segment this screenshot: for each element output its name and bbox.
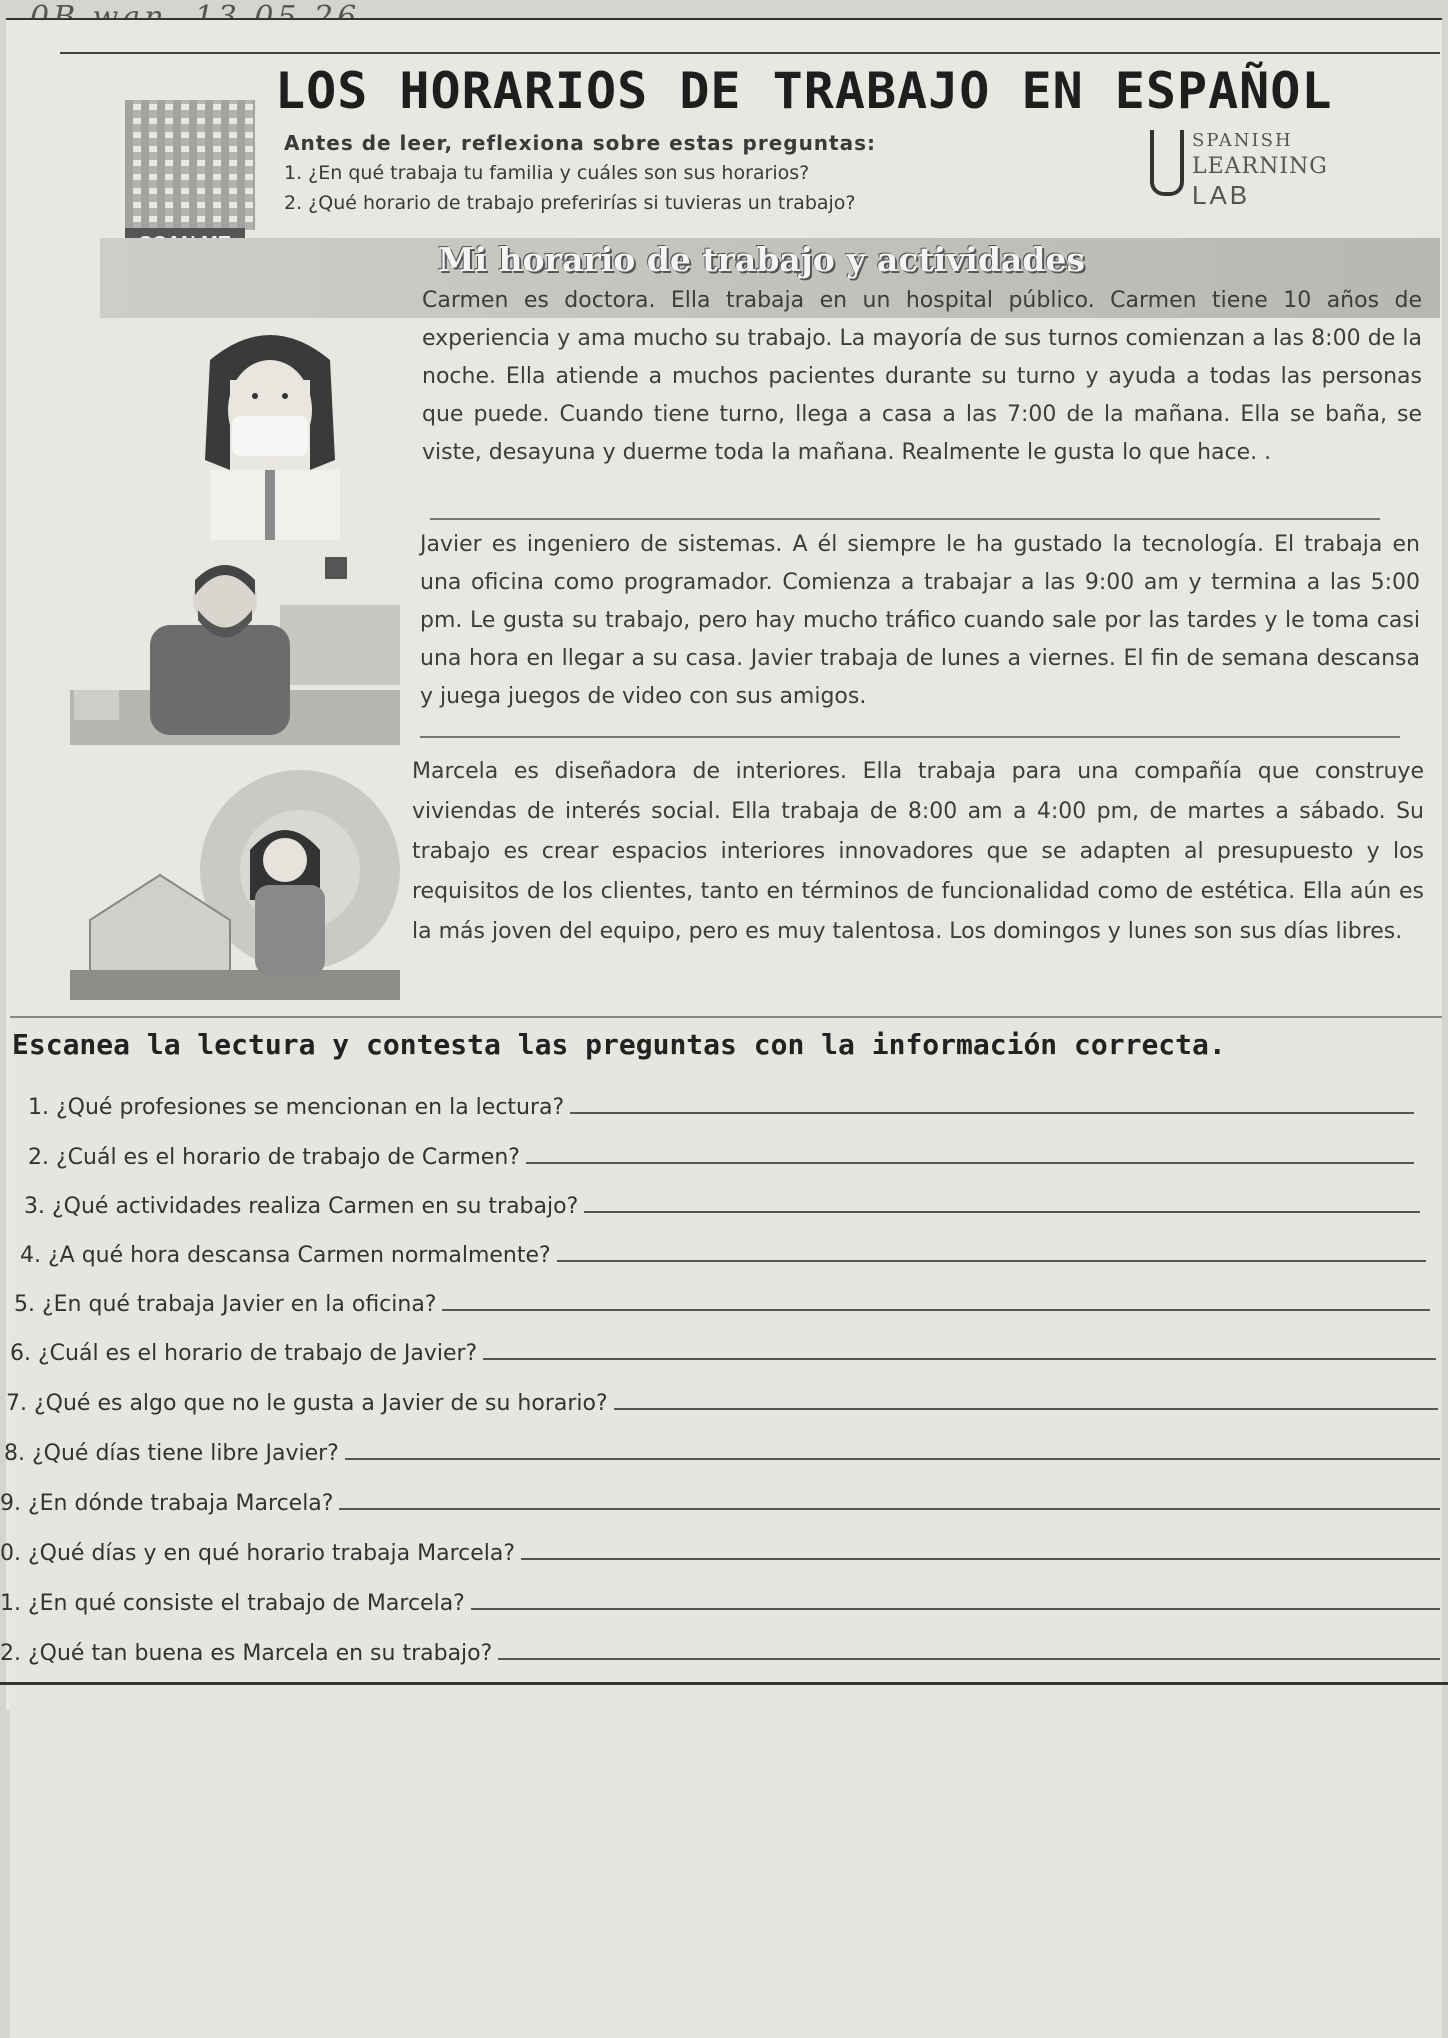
small-cube — [74, 690, 119, 720]
logo-mark-icon — [1150, 130, 1184, 196]
section-title: Mi horario de trabajo y actividades — [438, 240, 1085, 279]
doctor-tie — [265, 470, 275, 540]
eye-left — [252, 393, 258, 399]
qr-code-icon — [125, 100, 255, 230]
face-mask — [232, 416, 308, 456]
question-12: 2. ¿Qué tan buena es Marcela en su trabajo? — [0, 1626, 1444, 1666]
answer-line[interactable] — [570, 1112, 1414, 1114]
question-7: 7. ¿Qué es algo que no le gusta a Javier de su horario? — [0, 1376, 1442, 1416]
logo-line-2: LEARNING — [1192, 154, 1328, 179]
reading-divider-1 — [430, 518, 1380, 520]
question-9: 9. ¿En dónde trabaja Marcela? — [0, 1476, 1444, 1516]
designer-illustration — [70, 770, 400, 1000]
spanish-learning-lab-logo — [1150, 130, 1350, 230]
answer-line[interactable] — [526, 1162, 1414, 1164]
answer-line[interactable] — [557, 1260, 1426, 1262]
question-5: 5. ¿En qué trabaja Javier en la oficina? — [0, 1277, 1434, 1317]
eye-right — [282, 393, 288, 399]
answer-line[interactable] — [614, 1408, 1438, 1410]
answer-line[interactable] — [521, 1558, 1440, 1560]
header-divider — [60, 52, 1440, 54]
question-3: 3. ¿Qué actividades realiza Carmen en su trabajo? — [0, 1179, 1424, 1219]
question-11: 1. ¿En qué consiste el trabajo de Marcela? — [0, 1576, 1444, 1616]
pre-reading-question-2: 2. ¿Qué horario de trabajo preferirías si tuvieras un trabajo? — [284, 192, 856, 214]
screen-icon — [325, 557, 347, 579]
floor-band — [70, 970, 400, 1000]
answer-line[interactable] — [498, 1658, 1440, 1660]
reading-carmen: Carmen es doctora. Ella trabaja en un hospital público. Carmen tiene 10 años de experiencia y ama mucho su trabajo. La mayoría de sus turnos comienzan a las 8:00 de la noche. Ella atiende a muchos pacientes durante su turno y ayuda a todas las personas que puede. Cuando tiene turno, llega a casa a las 7:00 de la mañana. Ella se baña, se viste, desayuna y duerme toda la mañana. Realmente le gusta lo que hace. . — [422, 288, 1422, 465]
question-6: 6. ¿Cuál es el horario de trabajo de Javier? — [0, 1326, 1440, 1366]
answer-line[interactable] — [483, 1358, 1436, 1360]
question-4: 4. ¿A qué hora descansa Carmen normalmente? — [0, 1228, 1430, 1268]
pre-reading-questions — [284, 128, 876, 218]
question-2: 2. ¿Cuál es el horario de trabajo de Carmen? — [0, 1130, 1418, 1170]
reading-marcela: Marcela es diseñadora de interiores. Ella trabaja para una compañía que construye viviendas de interés social. Ella trabaja de 8:00 am a 4:00 pm, de martes a sábado. Su trabajo es crear espacios interiores innovadores que se adapten al presupuesto y los requisitos de los clientes, tanto en términos de funcionalidad como de estética. Ella aún es la más joven del equipo, pero es muy talentosa. Los domingos y lunes son sus días libres. — [412, 759, 1424, 944]
pre-reading-question-1: 1. ¿En qué trabaja tu familia y cuáles son sus horarios? — [284, 162, 810, 184]
reading-divider-2 — [420, 736, 1400, 738]
answer-line[interactable] — [584, 1211, 1420, 1213]
engineer-shirt — [150, 625, 290, 735]
doctor-illustration — [170, 320, 370, 540]
monitor — [280, 605, 400, 685]
worksheet-title: LOS HORARIOS DE TRABAJO EN ESPAÑOL — [275, 62, 1333, 120]
reading-javier: Javier es ingeniero de sistemas. A él siempre le ha gustado la tecnología. El trabaja en una oficina como programador. Comienza a trabajar a las 9:00 am y termina a las 5:00 pm. Le gusta su trabajo, pero hay mucho tráfico cuando sale por las tardes y le toma casi una hora en llegar a su casa. Javier trabaja de lunes a viernes. El fin de semana descansa y juega juegos de video con sus amigos. — [420, 532, 1420, 709]
question-1: 1. ¿Qué profesiones se mencionan en la lectura? — [0, 1080, 1418, 1120]
pre-reading-lead: Antes de leer, reflexiona sobre estas preguntas: — [284, 131, 877, 155]
logo-line-3: LAB — [1192, 180, 1251, 210]
question-8: 8. ¿Qué días tiene libre Javier? — [0, 1426, 1444, 1466]
questions-title: Escanea la lectura y contesta las preguntas con la información correcta. — [12, 1028, 1226, 1061]
answer-line[interactable] — [339, 1508, 1440, 1510]
question-10: 0. ¿Qué días y en qué horario trabaja Marcela? — [0, 1526, 1444, 1566]
answer-line[interactable] — [442, 1309, 1430, 1311]
answer-line[interactable] — [345, 1458, 1440, 1460]
engineer-illustration — [70, 545, 410, 745]
page-bottom-rule — [0, 1682, 1448, 1685]
answer-line[interactable] — [471, 1608, 1440, 1610]
designer-body — [255, 885, 325, 975]
logo-line-1: SPANISH — [1192, 130, 1293, 151]
designer-face — [263, 838, 307, 882]
